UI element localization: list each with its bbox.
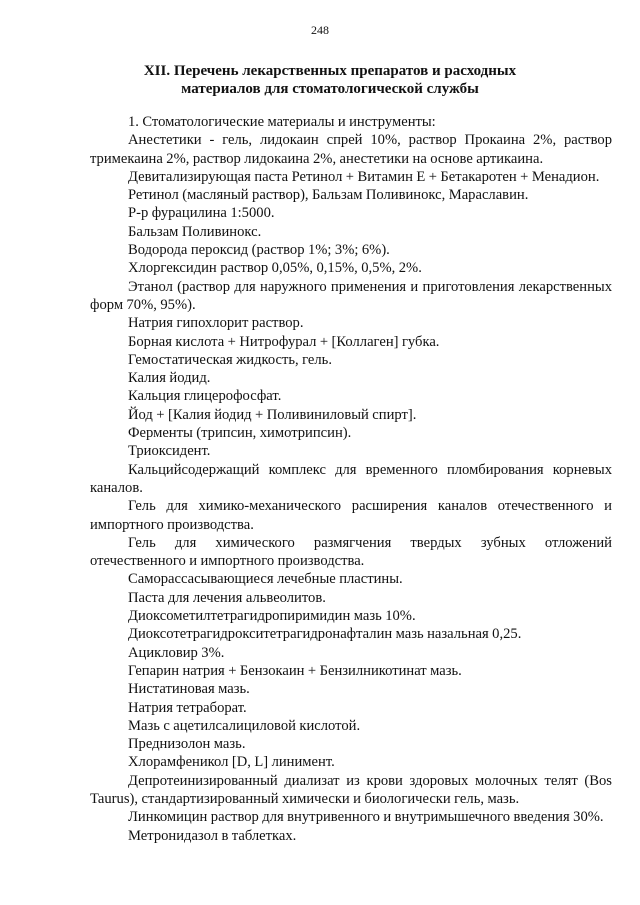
document-body xyxy=(90,113,612,845)
list-item: Кальция глицерофосфат. xyxy=(128,388,282,405)
list-item: Кальцийсодержащий комплекс для временного пломбирования корневых каналов. xyxy=(90,461,612,496)
list-item: Борная кислота + Нитрофурал + [Коллаген] губка. xyxy=(128,333,440,350)
page-number: 248 xyxy=(311,23,329,37)
list-item: Линкомицин раствор для внутривенного и внутримышечного введения 30%. xyxy=(128,809,604,826)
list-item: Йод + [Калия йодид + Поливиниловый спирт]. xyxy=(128,406,417,423)
list-item: Метронидазол в таблетках. xyxy=(128,827,297,844)
list-item: Этанол (раствор для наружного применения и приготовления лекарственных форм 70%, 95%). xyxy=(90,278,612,313)
list-item: Мазь с ацетилсалициловой кислотой. xyxy=(128,717,361,734)
list-item: Анестетики - гель, лидокаин спрей 10%, раствор Прокаина 2%, раствор тримекаина 2%, раствор лидокаина 2%, анестетики на основе артикаина. xyxy=(90,132,612,167)
section-heading-line-1: XII. Перечень лекарственных препаратов и расходных xyxy=(143,63,517,79)
list-item: Натрия гипохлорит раствор. xyxy=(128,315,304,332)
list-item: Преднизолон мазь. xyxy=(128,736,246,753)
list-item: Ацикловир 3%. xyxy=(128,644,225,661)
list-item: Водорода пероксид (раствор 1%; 3%; 6%). xyxy=(128,242,390,259)
list-item: Девитализирующая паста Ретинол + Витамин Е + Бетакаротен + Менадион. xyxy=(128,168,600,185)
list-item: Ферменты (трипсин, химотрипсин). xyxy=(128,425,352,442)
section-heading-line-2: материалов для стоматологической службы xyxy=(181,81,479,97)
list-item: Нистатиновая мазь. xyxy=(128,681,250,698)
list-item: Триоксидент. xyxy=(128,443,211,460)
list-item: Гепарин натрия + Бензокаин + Бензилникотинат мазь. xyxy=(128,662,462,679)
list-item: Ретинол (масляный раствор), Бальзам Поливинокс, Мараславин. xyxy=(128,187,529,204)
section-heading xyxy=(60,62,600,98)
list-item: Калия йодид. xyxy=(128,370,211,387)
list-item: Депротеинизированный диализат из крови здоровых молочных телят (Bos Taurus), стандартизированный химически и биологически гель, мазь. xyxy=(90,772,612,807)
list-item: Гемостатическая жидкость, гель. xyxy=(128,351,332,368)
list-item: Натрия тетраборат. xyxy=(128,699,247,716)
list-item: Саморассасывающиеся лечебные пластины. xyxy=(128,571,403,588)
list-item: Р-р фурацилина 1:5000. xyxy=(128,205,275,222)
list-item: Хлорамфеникол [D, L] линимент. xyxy=(128,754,335,771)
list-item: Гель для химического размягчения твердых зубных отложений отечественного и импортного производства. xyxy=(90,534,612,570)
list-item: 1. Стоматологические материалы и инструменты: xyxy=(128,114,436,130)
list-item: Паста для лечения альвеолитов. xyxy=(128,589,326,606)
list-item: Гель для химико-механического расширения каналов отечественного и импортного производства. xyxy=(90,498,612,533)
list-item: Диоксотетрагидрокситетрагидронафталин мазь назальная 0,25. xyxy=(128,626,522,643)
list-item: Диоксометилтетрагидропиримидин мазь 10%. xyxy=(128,608,416,625)
list-item: Бальзам Поливинокс. xyxy=(128,223,262,240)
list-item: Хлоргексидин раствор 0,05%, 0,15%, 0,5%, 2%. xyxy=(128,260,422,277)
